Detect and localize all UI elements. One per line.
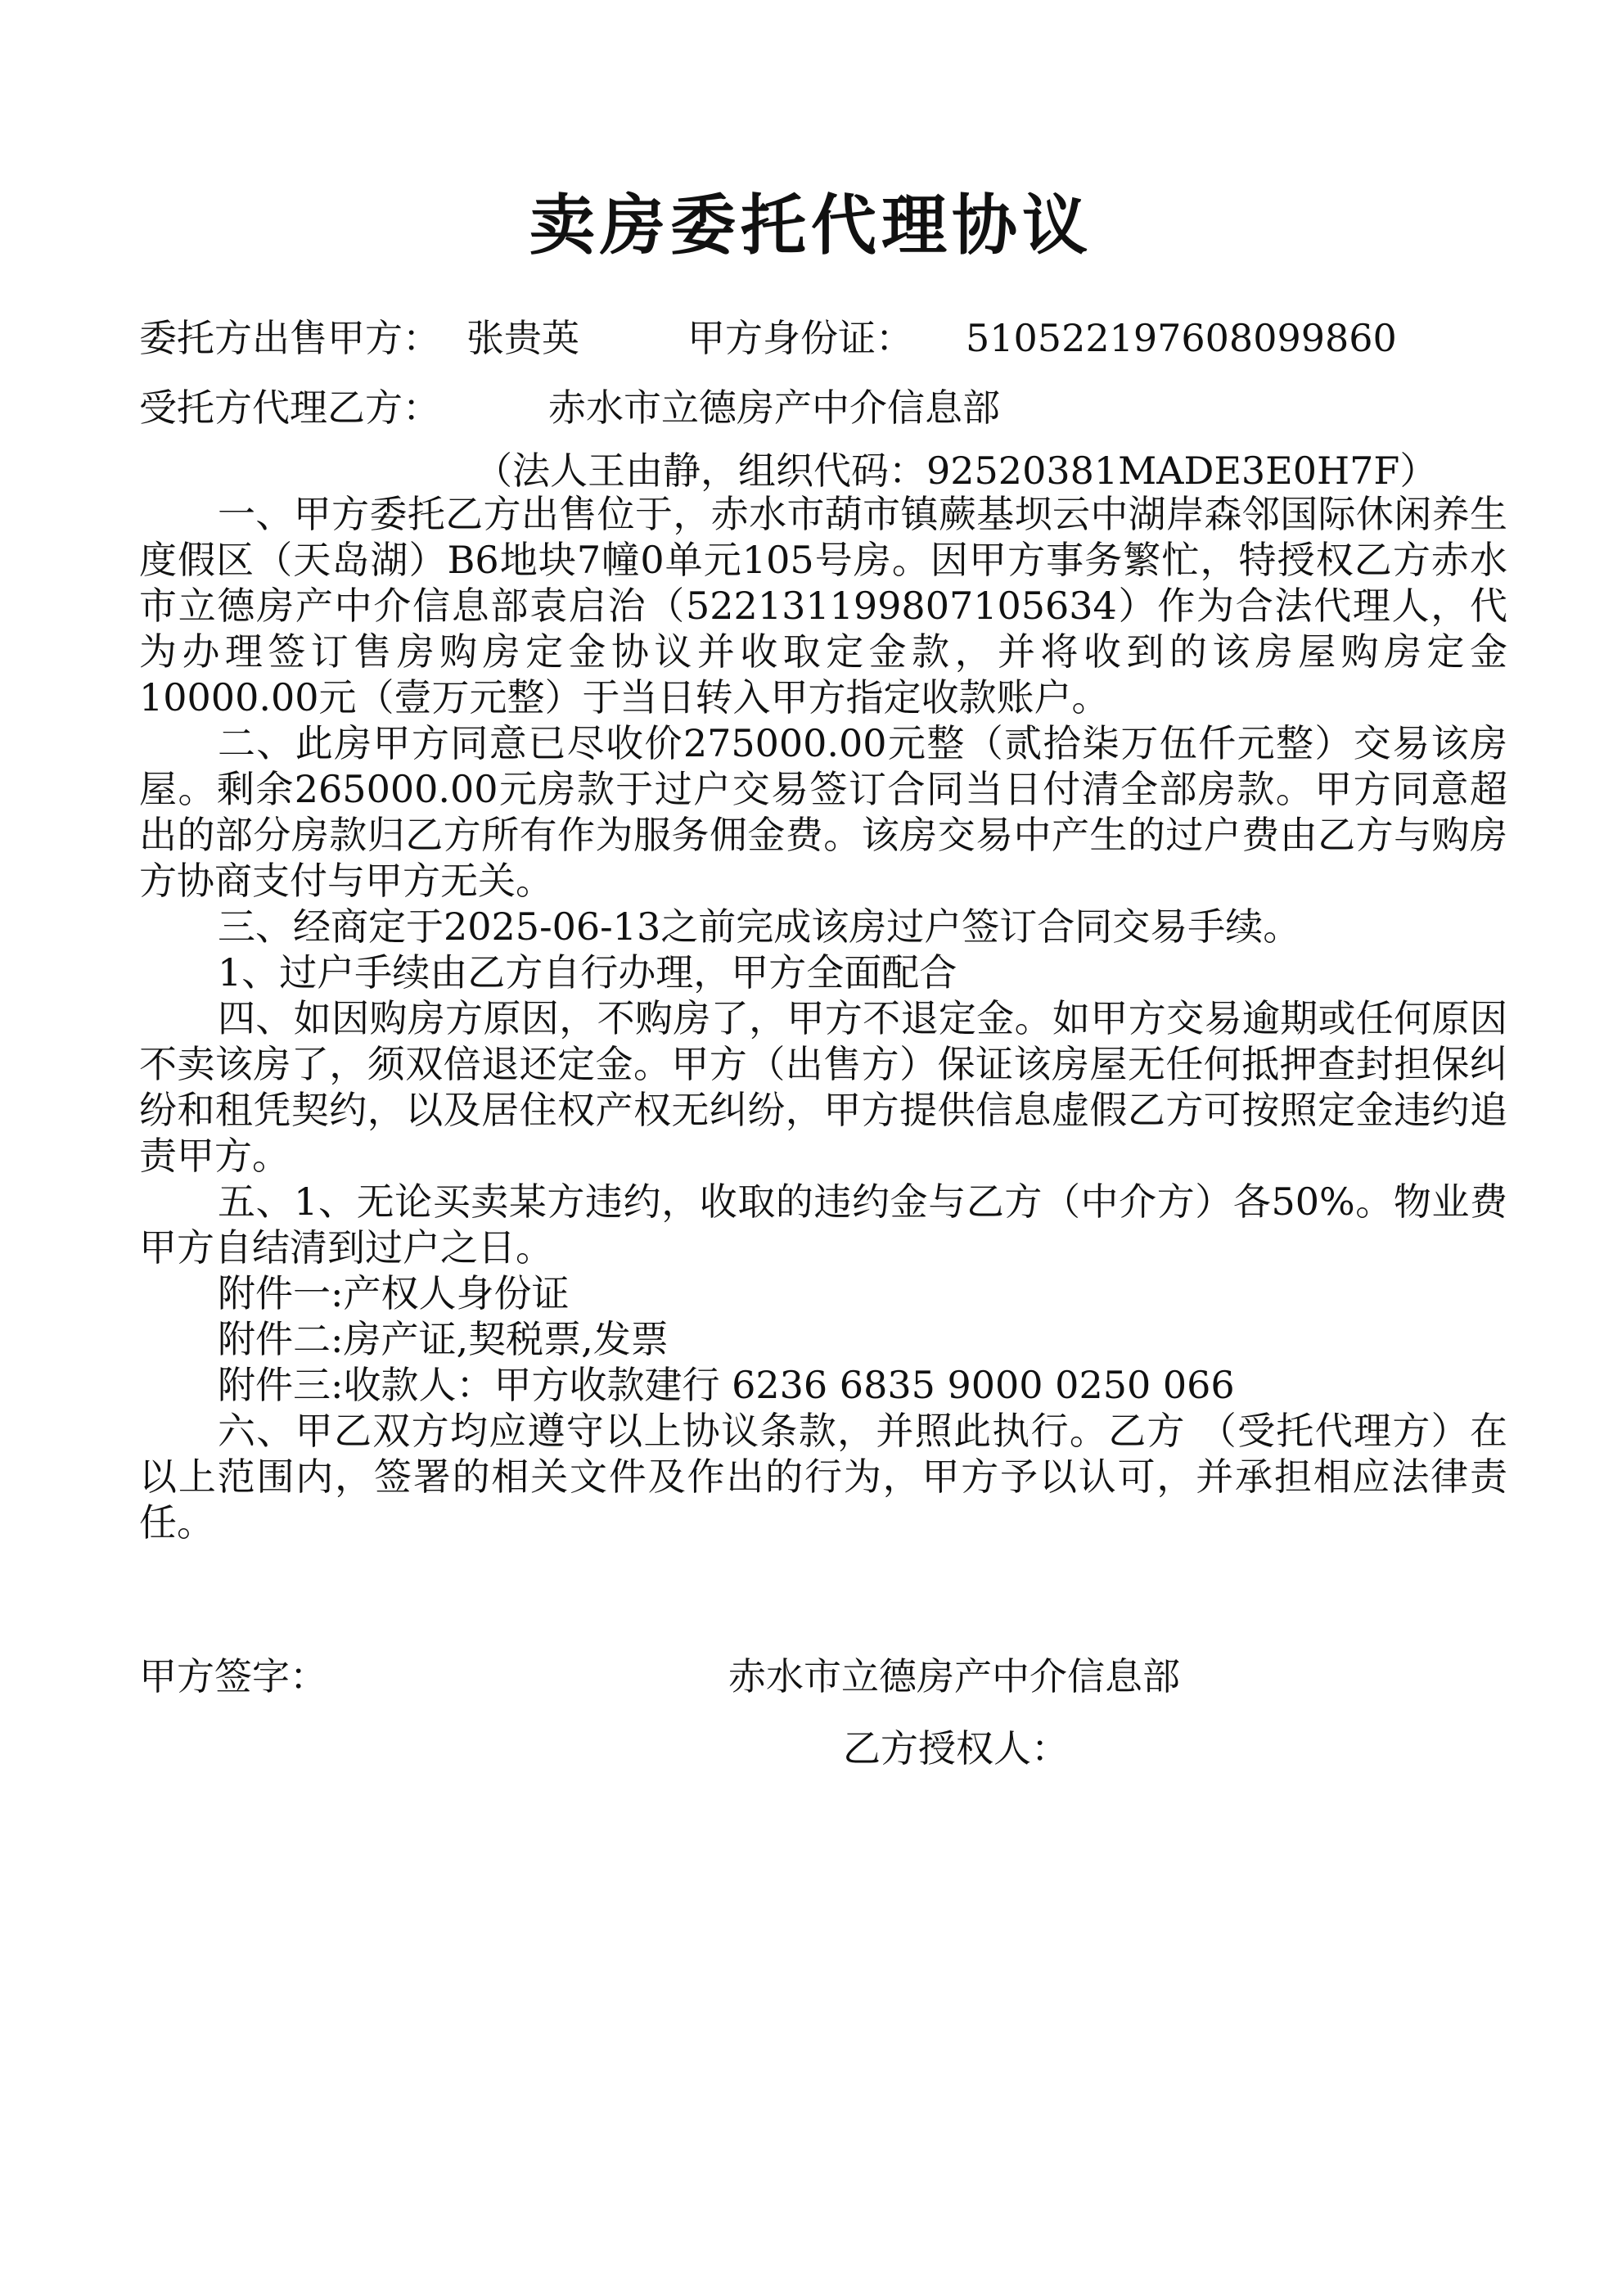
party-a-id-label: 甲方身份证： bbox=[687, 316, 913, 360]
agreement-body bbox=[139, 491, 1507, 1545]
paragraph-2: 二、此房甲方同意已尽收价275000.00元整（贰拾柒万伍仟元整）交易该房屋。剩余265000.00元房款于过户交易签订合同当日付清全部房款。甲方同意超出的部分房款归乙方所有作为服务佣金费。该房交易中产生的过户费由乙方与购房方协商支付与甲方无关。 bbox=[139, 721, 1507, 903]
party-a-name: 张贵英 bbox=[466, 316, 579, 360]
paragraph-4: 四、如因购房方原因，不购房了，甲方不退定金。如甲方交易逾期或任何原因不卖该房了，须双倍退还定金。甲方（出售方）保证该房屋无任何抵押查封担保纠纷和租凭契约，以及居住权产权无纠纷，甲方提供信息虚假乙方可按照定金违约追责甲方。 bbox=[139, 996, 1507, 1178]
party-b-label: 受托方代理乙方： bbox=[139, 386, 440, 430]
party-b-name: 赤水市立德房产中介信息部 bbox=[548, 386, 1000, 430]
party-a-signature-label: 甲方签字： bbox=[139, 1654, 327, 1698]
attachment-1: 附件一:产权人身份证 bbox=[218, 1271, 570, 1315]
attachment-3: 附件三:收款人：甲方收款建行 6236 6835 9000 0250 066 bbox=[218, 1363, 1235, 1407]
document-title: 卖房委托代理协议 bbox=[529, 187, 1093, 264]
party-b-authorized-label: 乙方授权人： bbox=[843, 1726, 1069, 1770]
paragraph-5: 五、1、无论买卖某方违约，收取的违约金与乙方（中介方）各50%。物业费甲方自结清到过户之日。 bbox=[139, 1180, 1507, 1270]
party-a-id-number: 510522197608099860 bbox=[966, 316, 1397, 360]
paragraph-3: 三、经商定于2025-06-13之前完成该房过户签订合同交易手续。 bbox=[218, 904, 1301, 949]
paragraph-3-item-1: 1、过户手续由乙方自行办理，甲方全面配合 bbox=[218, 950, 957, 995]
party-b-legal-info: （法人王由静，组织代码：92520381MADE3E0H7F） bbox=[475, 449, 1438, 493]
party-a-label: 委托方出售甲方： bbox=[139, 316, 440, 360]
attachment-2: 附件二:房产证,契税票,发票 bbox=[218, 1317, 669, 1361]
party-b-signature-name: 赤水市立德房产中介信息部 bbox=[728, 1654, 1180, 1698]
paragraph-1: 一、甲方委托乙方出售位于，赤水市葫市镇蕨基坝云中湖岸森邻国际休闲养生度假区（天岛湖）B6地块7幢0单元105号房。因甲方事务繁忙，特授权乙方赤水市立德房产中介信息部袁启治（522131199807105634）作为合法代理人，代为办理签订售房购房定金协议并收取定金款，并将收到的该房屋购房定金10000.00元（壹万元整）于当日转入甲方指定收款账户。 bbox=[139, 492, 1507, 719]
paragraph-6: 六、甲乙双方均应遵守以上协议条款，并照此执行。乙方 （受托代理方）在以上范围内，签署的相关文件及作出的行为，甲方予以认可，并承担相应法律责任。 bbox=[139, 1409, 1507, 1545]
